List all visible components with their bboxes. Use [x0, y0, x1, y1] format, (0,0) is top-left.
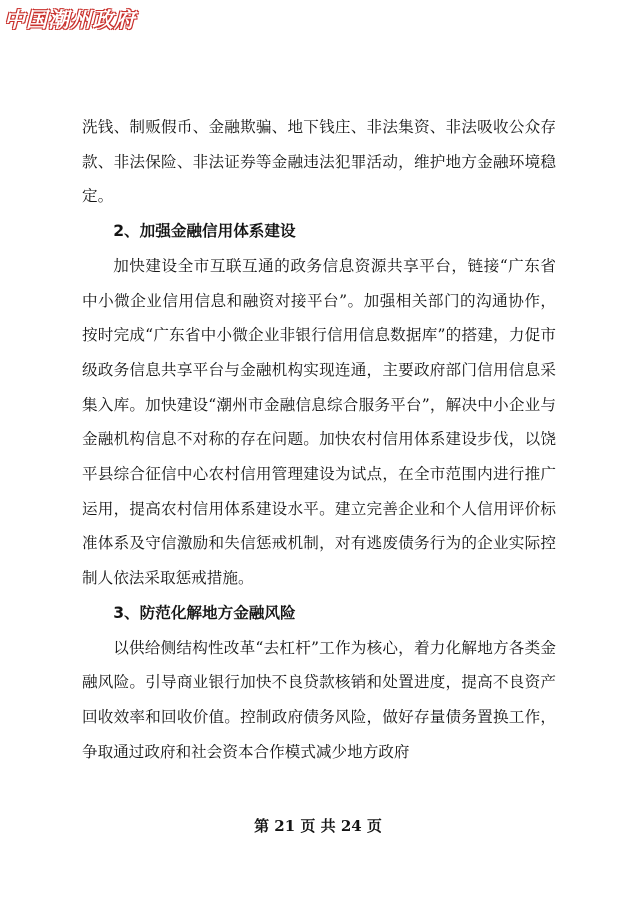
page-number: 第 21 页 共 24 页	[254, 817, 382, 835]
section-heading-2: 2、加强金融信用体系建设	[113, 222, 296, 241]
watermark-logo: 中国潮州政府	[4, 7, 136, 32]
paragraph-continued: 洗钱、制贩假币、金融欺骗、地下钱庄、非法集资、非法吸收公众存款、非法保险、非法证券等金融违法犯罪活动，维护地方金融环境稳定。	[82, 118, 556, 206]
section-heading-3: 3、防范化解地方金融风险	[113, 603, 296, 622]
page-footer	[0, 815, 636, 836]
document-body	[82, 110, 556, 769]
paragraph-risk: 以供给侧结构性改革“去杠杆”工作为核心，着力化解地方各类金融风险。引导商业银行加快不良贷款核销和处置进度，提高不良资产回收效率和回收价值。控制政府债务风险，做好存量债务置换工作，争取通过政府和社会资本合作模式减少地方政府	[82, 638, 556, 761]
paragraph-credit-system: 加快建设全市互联互通的政务信息资源共享平台，链接“广东省中小微企业信用信息和融资对接平台”。加强相关部门的沟通协作，按时完成“广东省中小微企业非银行信用信息数据库”的搭建，力促市级政务信息共享平台与金融机构实现连通，主要政府部门信用信息采集入库。加快建设“潮州市金融信息综合服务平台”，解决中小企业与金融机构信息不对称的存在问题。加快农村信用体系建设步伐，以饶平县综合征信中心农村信用管理建设为试点，在全市范围内进行推广运用，提高农村信用体系建设水平。建立完善企业和个人信用评价标准体系及守信激励和失信惩戒机制，对有逃废债务行为的企业实际控制人依法采取惩戒措施。	[82, 256, 556, 588]
